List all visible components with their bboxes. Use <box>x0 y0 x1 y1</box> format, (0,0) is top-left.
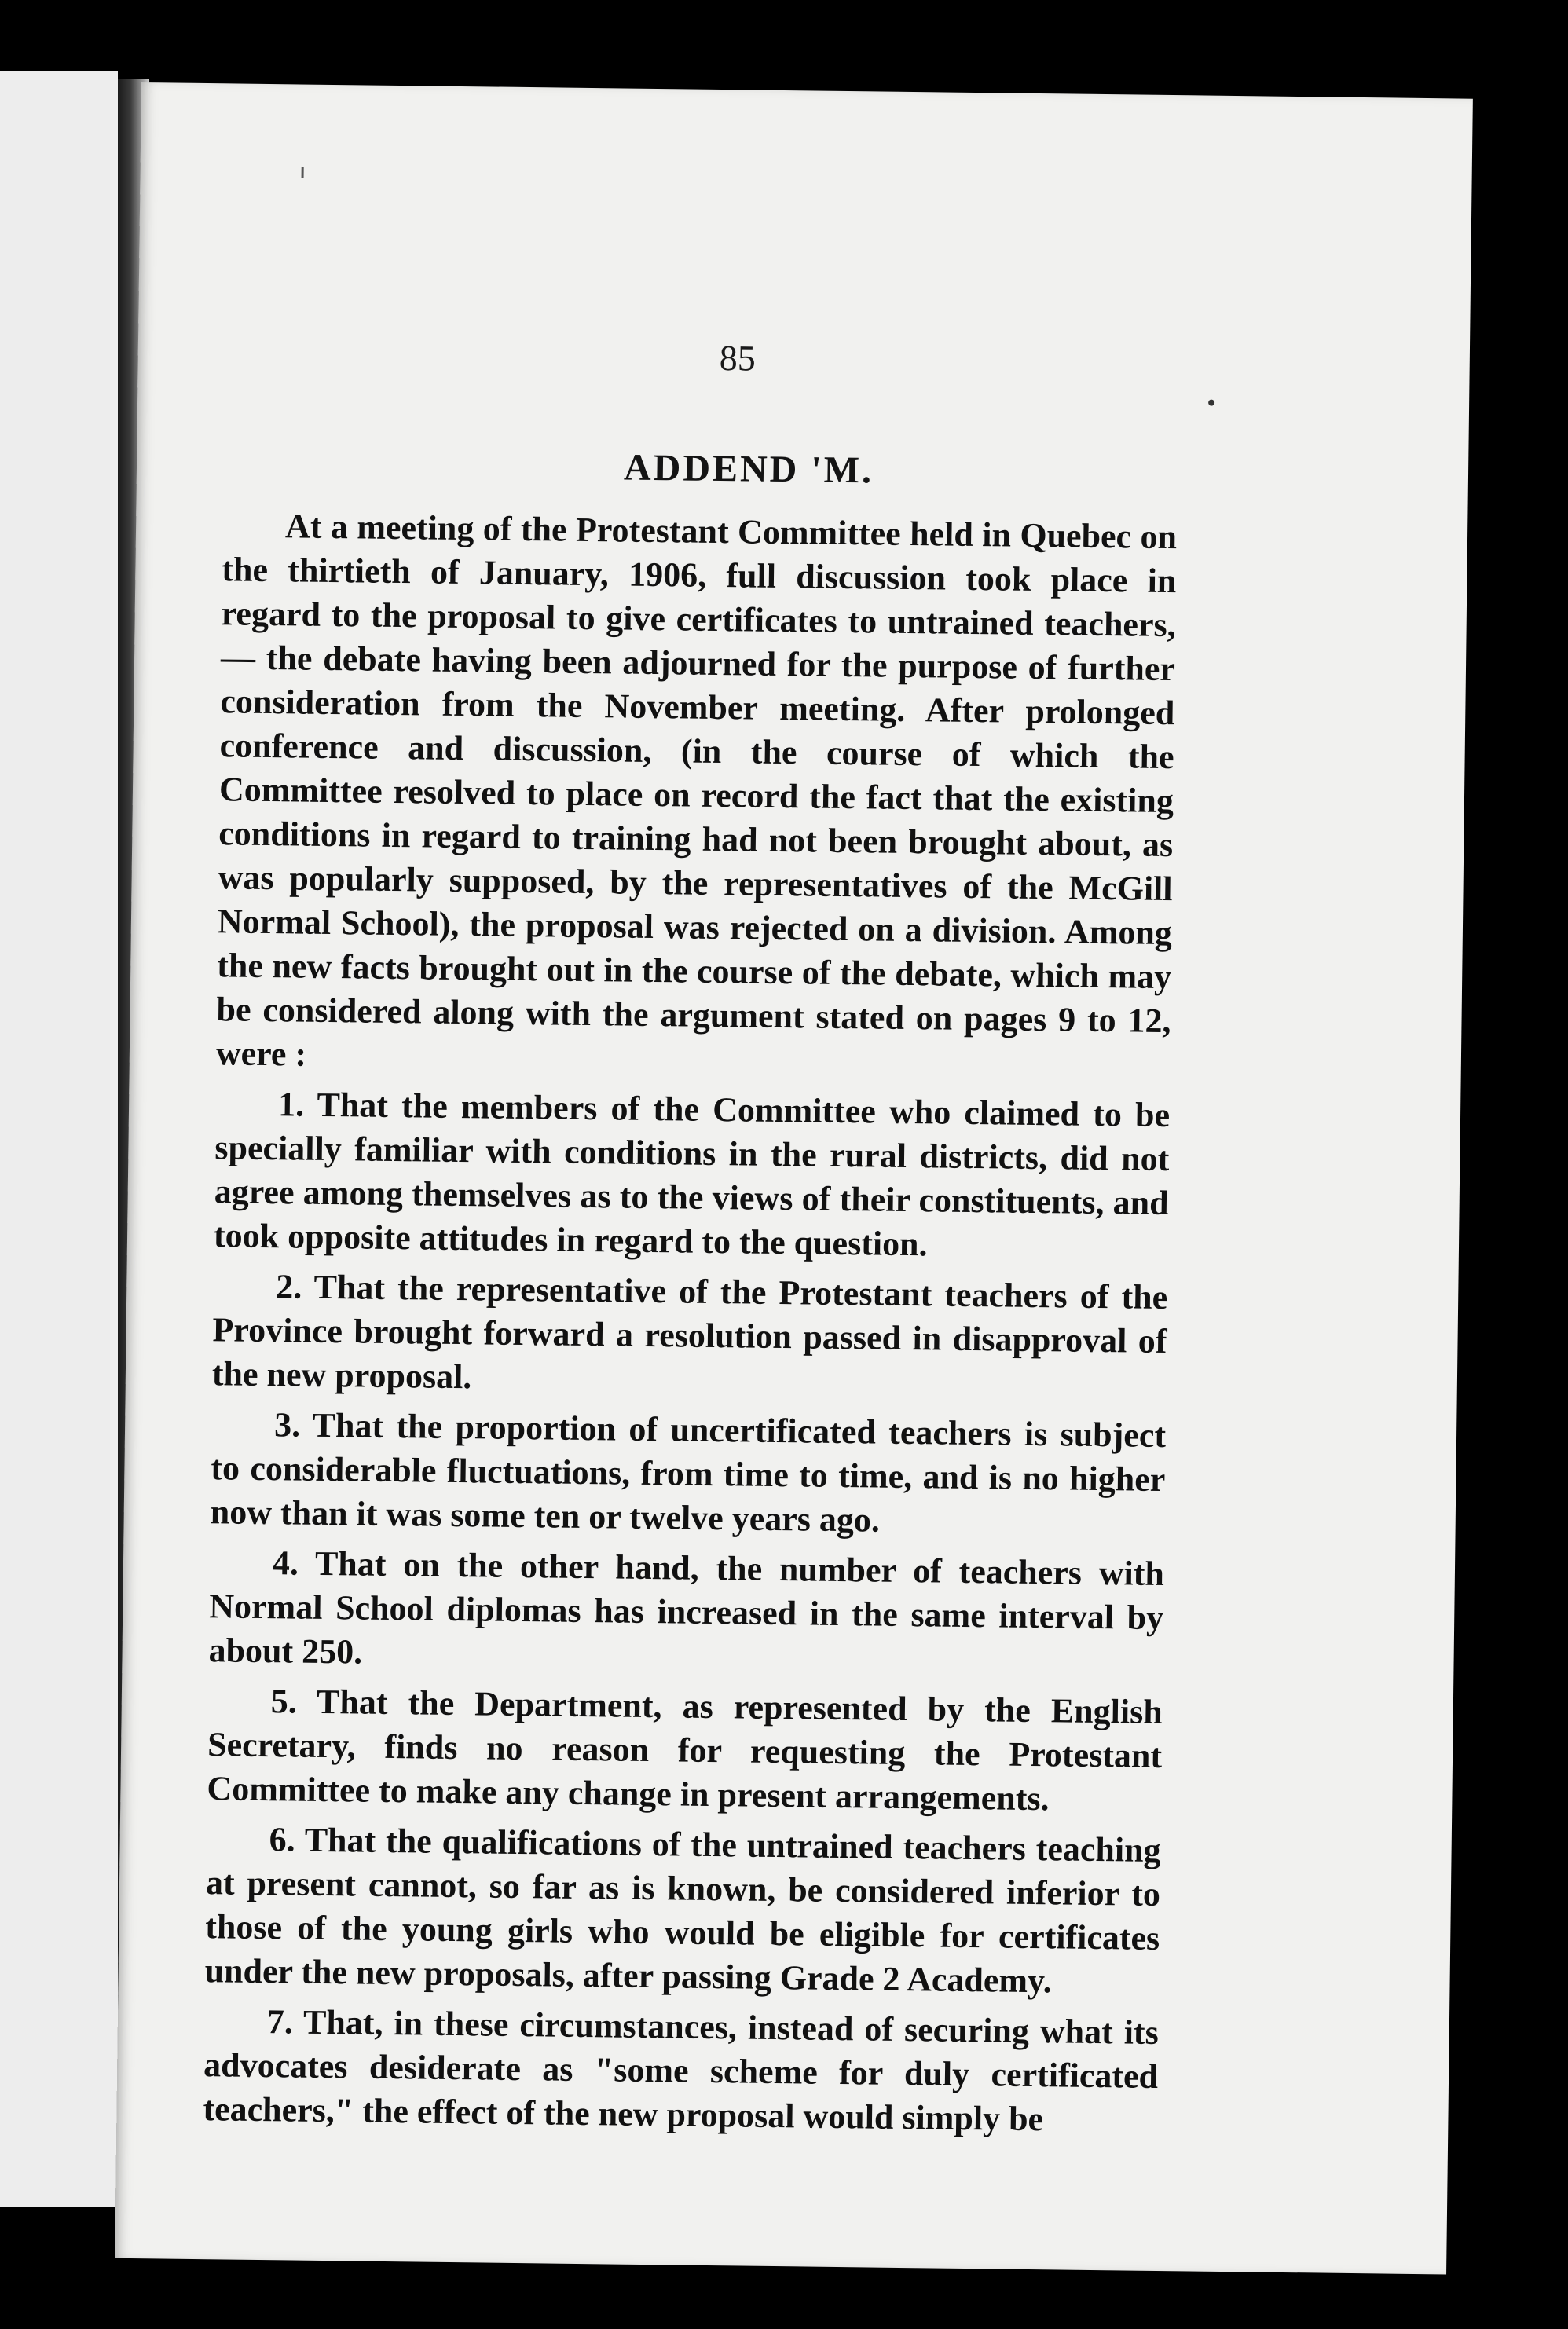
page-mark <box>302 167 304 178</box>
paragraph-point-7: 7. That, in these circumstances, instead of securing what its advocates desiderate as "some scheme for duly certificated teachers," the effect of the new proposal would simply be <box>203 2002 1160 2139</box>
adjacent-page-edge <box>0 71 118 2207</box>
paragraph-point-3: 3. That the proportion of uncertificated teachers is subject to considerable fluctuations, from time to time, and is no higher now than it was some ten or twelve years ago. <box>210 1405 1167 1540</box>
paragraph-intro: At a meeting of the Protestant Committee held in Quebec on the thirtieth of January, 1906, full discussion took place in regard to the proposal to give certificates to untrained teachers, — the debate having been adjourned for the purpose of further consideration from the November meeting. After prolonged conference and discussion, (in the course of which the Committee resolved to place on record the fact that the existing conditions in regard to training had not been brought about, as was popularly supposed, by the representatives of the McGill Normal School), the proposal was rejected on a division. Among the new facts brought out in the course of the debate, which may be considered along with the argument stated on pages 9 to 12, were : <box>215 507 1178 1074</box>
book-page <box>115 82 1473 2275</box>
page-number: 85 <box>719 338 757 379</box>
page-heading: ADDEND 'M. <box>623 446 874 492</box>
paragraph-point-2: 2. That the representative of the Protestant teachers of the Province brought forward a resolution passed in disapproval of the new proposal. <box>211 1267 1168 1397</box>
paragraph-point-1: 1. That the members of the Committee who claimed to be specially familiar with conditions in the rural districts, did not agree among themselves as to the views of their constituents, and took opposite attitudes in regard to the question. <box>213 1085 1171 1264</box>
paragraph-point-6: 6. That the qualifications of the untrained teachers teaching at present cannot, so far as is known, be considered inferior to those of the young girls who would be eligible for certificates under the new proposals, after passing Grade 2 Academy. <box>204 1820 1161 2001</box>
paragraph-point-5: 5. That the Department, as represented by the English Secretary, finds no reason for requesting the Protestant Committee to make any change in present arrangements. <box>207 1682 1163 1818</box>
ink-spot <box>1208 400 1214 406</box>
paragraph-point-4: 4. That on the other hand, the number of teachers with Normal School diplomas has increased in the same interval by about 250. <box>208 1544 1165 1672</box>
body-text <box>203 504 1177 2149</box>
